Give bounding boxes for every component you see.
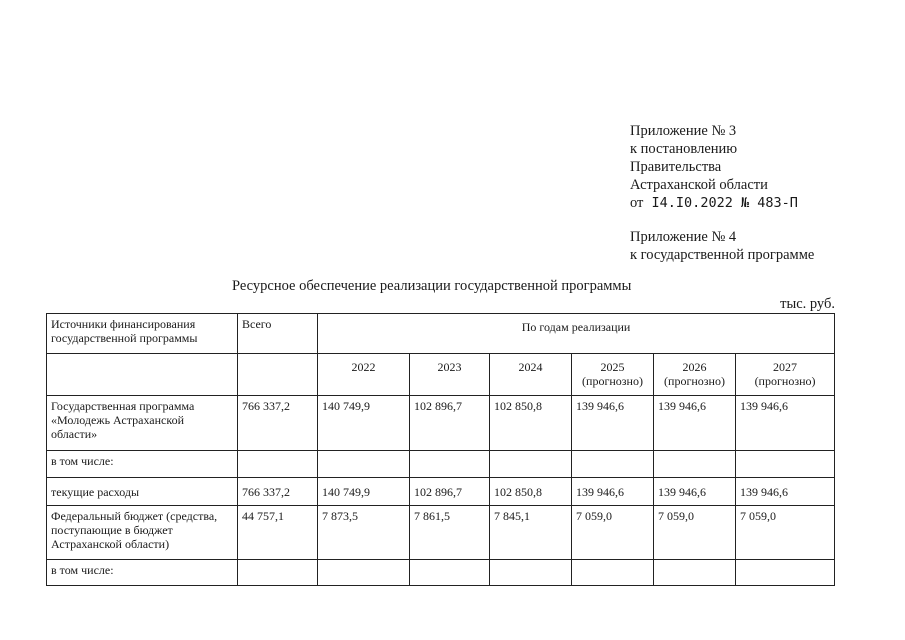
appendix-header — [630, 122, 814, 264]
row-value — [572, 451, 654, 478]
header-source-cell: Источники финансирования государственной программы — [47, 314, 238, 354]
table-row — [47, 396, 835, 451]
row-value — [318, 451, 410, 478]
row-label: в том числе: — [47, 560, 238, 586]
row-value: 102 896,7 — [410, 396, 490, 451]
header-line: Правительства — [630, 159, 722, 175]
row-value: 7 059,0 — [736, 506, 835, 560]
decree-date-line — [630, 194, 814, 212]
row-total — [238, 451, 318, 478]
appendix-line: Приложение № 4 — [630, 229, 737, 245]
row-value: 7 059,0 — [654, 506, 736, 560]
row-value: 139 946,6 — [572, 396, 654, 451]
year-header: 2027 (прогнозно) — [736, 354, 835, 396]
table-row — [47, 506, 835, 560]
header-line: к постановлению — [630, 141, 738, 157]
row-value — [736, 451, 835, 478]
table-row — [47, 478, 835, 506]
empty-cell — [47, 354, 238, 396]
year-header: 2025 (прогнозно) — [572, 354, 654, 396]
row-value: 7 845,1 — [490, 506, 572, 560]
row-value: 140 749,9 — [318, 478, 410, 506]
appendix-line: к государственной программе — [630, 247, 815, 263]
row-value: 102 850,8 — [490, 478, 572, 506]
row-value — [410, 560, 490, 586]
header-total-cell: Всего — [238, 314, 318, 354]
row-value — [654, 560, 736, 586]
row-value: 139 946,6 — [654, 396, 736, 451]
empty-cell — [238, 354, 318, 396]
row-value: 102 896,7 — [410, 478, 490, 506]
row-value — [654, 451, 736, 478]
table-row — [47, 451, 835, 478]
row-total: 766 337,2 — [238, 396, 318, 451]
row-value: 102 850,8 — [490, 396, 572, 451]
row-value: 7 861,5 — [410, 506, 490, 560]
decree-date-number: I4.I0.2022 № 483-П — [651, 195, 798, 211]
row-value — [736, 560, 835, 586]
row-value — [410, 451, 490, 478]
year-header: 2026 (прогнозно) — [654, 354, 736, 396]
header-line: Приложение № 3 — [630, 123, 737, 139]
date-prefix: от — [630, 195, 644, 211]
row-value: 139 946,6 — [736, 478, 835, 506]
row-total: 766 337,2 — [238, 478, 318, 506]
row-label: текущие расходы — [47, 478, 238, 506]
row-label: в том числе: — [47, 451, 238, 478]
row-value: 139 946,6 — [736, 396, 835, 451]
document-title: Ресурсное обеспечение реализации государственной программы — [232, 278, 632, 294]
row-value — [490, 560, 572, 586]
row-label: Федеральный бюджет (средства, поступающие в бюджет Астраханской области) — [47, 506, 238, 560]
table-header-row — [47, 314, 835, 354]
row-value — [572, 560, 654, 586]
table-years-row — [47, 354, 835, 396]
row-value: 139 946,6 — [572, 478, 654, 506]
header-years-span: По годам реализации — [318, 314, 835, 354]
year-header: 2024 — [490, 354, 572, 396]
resources-table — [46, 313, 835, 586]
row-value: 140 749,9 — [318, 396, 410, 451]
header-line: Астраханской области — [630, 177, 768, 193]
year-header: 2022 — [318, 354, 410, 396]
row-value: 139 946,6 — [654, 478, 736, 506]
row-value — [490, 451, 572, 478]
unit-note: тыс. руб. — [780, 296, 835, 312]
year-header: 2023 — [410, 354, 490, 396]
row-label: Государственная программа «Молодежь Астраханской области» — [47, 396, 238, 451]
row-value: 7 873,5 — [318, 506, 410, 560]
row-total — [238, 560, 318, 586]
row-total: 44 757,1 — [238, 506, 318, 560]
row-value — [318, 560, 410, 586]
table-row — [47, 560, 835, 586]
row-value: 7 059,0 — [572, 506, 654, 560]
